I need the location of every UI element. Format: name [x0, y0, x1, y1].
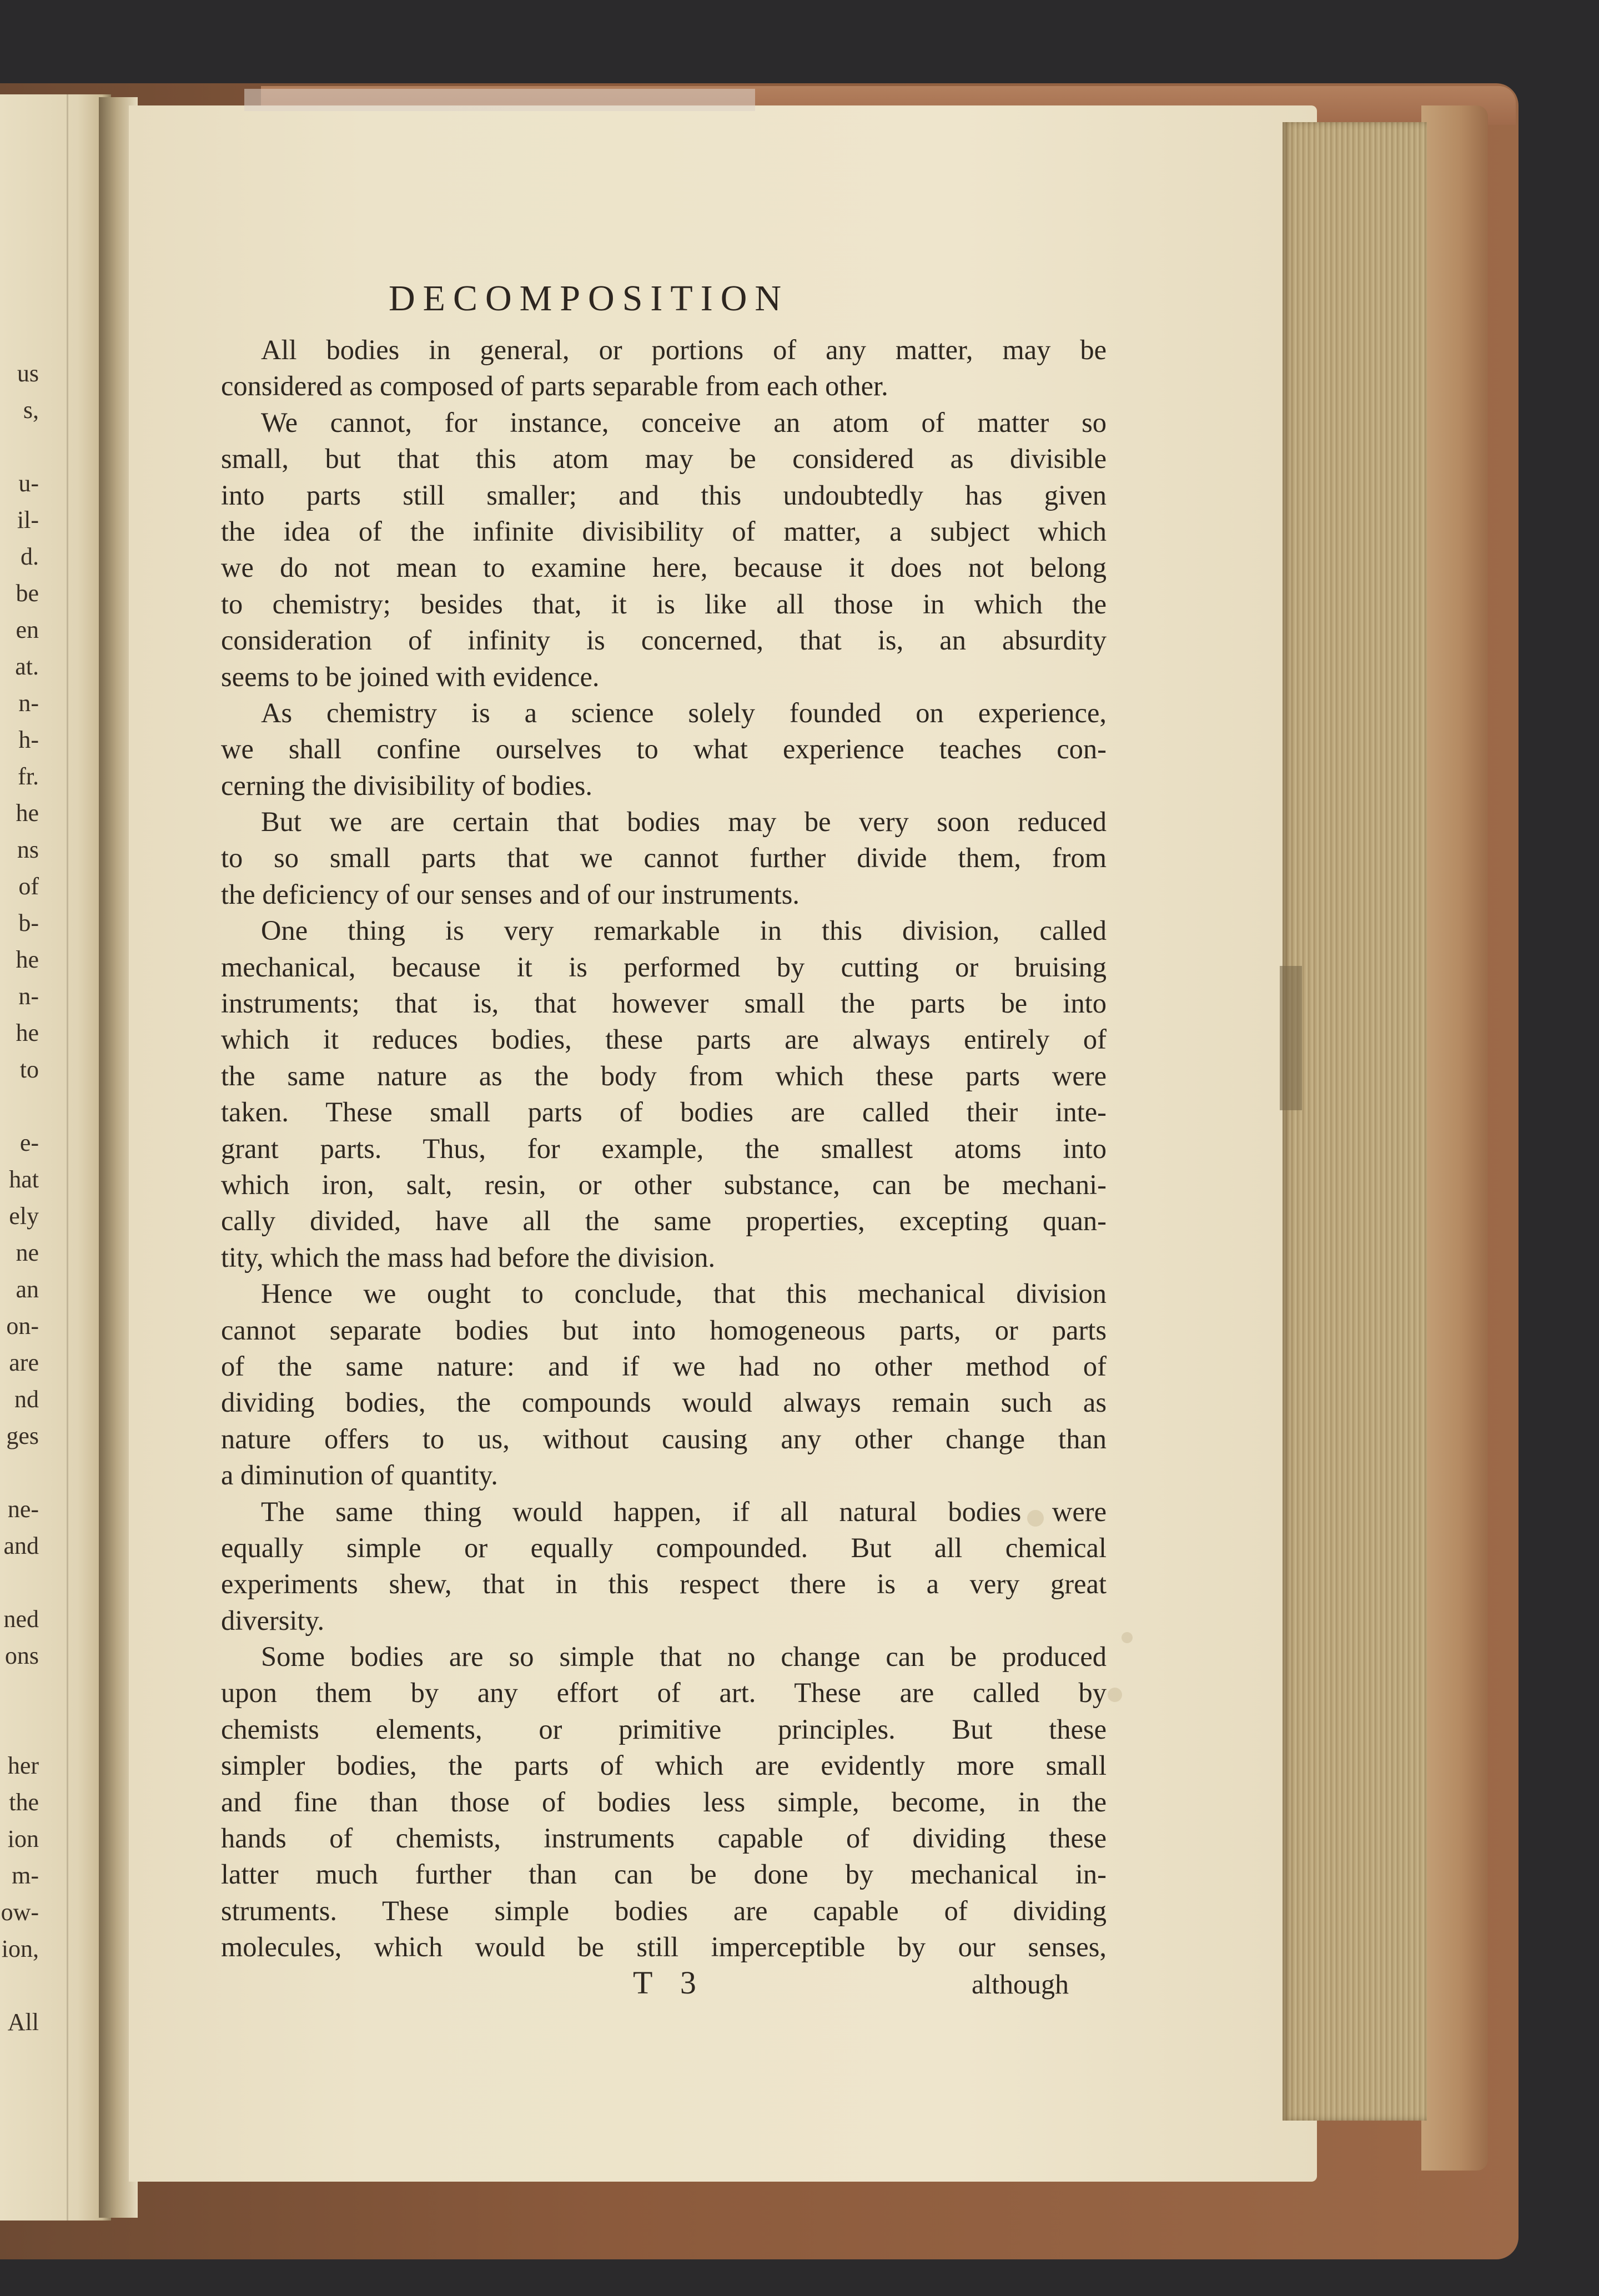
left-page-fragment: u-: [18, 470, 39, 497]
text-line: the same nature as the body from which these parts were: [221, 1060, 1107, 1091]
text-line: a diminution of quantity.: [221, 1459, 498, 1491]
left-page-fragment: b-: [18, 909, 39, 936]
left-page-fragment: ned: [3, 1605, 39, 1633]
left-page-fragment: her: [7, 1752, 39, 1779]
left-page-fragment: ns: [17, 836, 39, 863]
left-page-fragment: nd: [14, 1386, 39, 1413]
left-page-fragment: on-: [6, 1312, 39, 1340]
text-line: mechanical, because it is performed by cutting or bruising: [221, 951, 1107, 983]
left-page-fragment: ow-: [1, 1899, 39, 1926]
text-line: grant parts. Thus, for example, the smallest atoms into: [221, 1132, 1107, 1164]
text-line: hands of chemists, instruments capable of dividing these: [221, 1822, 1107, 1854]
text-line: we shall confine ourselves to what experience teaches con-: [221, 733, 1107, 765]
text-line: We cannot, for instance, conceive an atom of matter so: [261, 406, 1107, 438]
left-page-fragment: the: [9, 1789, 39, 1816]
text-line: upon them by any effort of art. These are called by: [221, 1677, 1107, 1709]
left-page-fragment: he: [16, 1019, 39, 1046]
left-page-fragment: All: [7, 2008, 39, 2036]
left-page-fragment: ons: [4, 1642, 39, 1669]
text-line: cannot separate bodies but into homogeneous parts, or parts: [221, 1314, 1107, 1346]
left-page-fragment: at.: [15, 653, 39, 680]
left-page-fragment: [0, 1967, 39, 2004]
left-page-fragment: d.: [21, 543, 39, 570]
left-page-fragment: to: [19, 1056, 39, 1083]
left-page-fragment: ion: [7, 1825, 39, 1852]
text-line: the deficiency of our senses and of our instruments.: [221, 878, 800, 910]
left-page-fragment: he: [16, 946, 39, 973]
left-page-fragment: n-: [18, 689, 39, 717]
left-page: [0, 94, 111, 2221]
text-line: cerning the divisibility of bodies.: [221, 769, 593, 801]
left-page-fragment: be: [16, 580, 39, 607]
left-page-fragment: [0, 1088, 39, 1125]
left-page-fragment: ne-: [7, 1496, 39, 1523]
left-page-fragment: m-: [12, 1862, 39, 1889]
page-body-text: [221, 332, 1107, 1966]
left-page-fragment: ges: [6, 1422, 39, 1449]
page-edges: [1283, 122, 1427, 2121]
left-page-fragment: [0, 429, 39, 465]
left-page-fragment: en: [16, 616, 39, 643]
text-line: considered as composed of parts separable from each other.: [221, 370, 888, 402]
foxing-spot: [1122, 1632, 1133, 1643]
text-line: consideration of infinity is concerned, that is, an absurdity: [221, 625, 1107, 656]
left-page-fragment: h-: [18, 726, 39, 753]
left-page-fragment: [0, 1711, 39, 1748]
left-page-fragment: ion,: [1, 1935, 39, 1962]
text-line: seems to be joined with evidence.: [221, 661, 600, 692]
text-line: experiments shew, that in this respect there is a very great: [221, 1568, 1107, 1600]
text-line: cally divided, have all the same properties, excepting quan-: [221, 1205, 1107, 1237]
left-page-fragment: ely: [9, 1202, 39, 1230]
left-page-fragment: an: [16, 1276, 39, 1303]
text-line: struments. These simple bodies are capable of dividing: [221, 1895, 1107, 1926]
left-page-fragment: of: [18, 873, 39, 900]
text-line: to chemistry; besides that, it is like all those in which the: [221, 588, 1107, 620]
left-page-fragment: [0, 1564, 39, 1601]
left-page-fragment: hat: [9, 1166, 39, 1193]
left-page-fragment: fr.: [18, 763, 39, 790]
left-page-fragment: s,: [23, 396, 39, 424]
text-line: Some bodies are so simple that no change can be produced: [261, 1641, 1107, 1673]
left-page-fragment: [0, 1674, 39, 1711]
left-page-fragment: ne: [16, 1239, 39, 1266]
signature-mark: T 3: [633, 1965, 706, 2001]
text-line: instruments; that is, that however small the parts be into: [221, 988, 1107, 1019]
text-line: of the same nature: and if we had no other method of: [221, 1350, 1107, 1382]
text-line: As chemistry is a science solely founded on experience,: [261, 697, 1107, 728]
cover-fore-edge: [1421, 105, 1488, 2171]
left-page-fragment: us: [17, 360, 39, 387]
text-line: taken. These small parts of bodies are called their inte-: [221, 1096, 1107, 1128]
text-line: the idea of the infinite divisibility of matter, a subject which: [221, 515, 1107, 547]
text-line: and fine than those of bodies less simple, become, in the: [221, 1786, 1107, 1817]
left-page-fragment: and: [3, 1532, 39, 1559]
catchword: although: [972, 1968, 1069, 2000]
text-line: tity, which the mass had before the division.: [221, 1241, 716, 1273]
page-edge-shadow: [1280, 966, 1302, 1110]
text-line: All bodies in general, or portions of any matter, may be: [261, 334, 1107, 365]
left-page-rule: [67, 94, 68, 2221]
text-line: Hence we ought to conclude, that this mechanical division: [261, 1278, 1107, 1310]
text-line: which it reduces bodies, these parts are always entirely of: [221, 1024, 1107, 1055]
text-line: simpler bodies, the parts of which are evidently more small: [221, 1750, 1107, 1781]
left-page-text-fragments: [0, 355, 42, 2041]
text-line: latter much further than can be done by mechanical in-: [221, 1859, 1107, 1890]
text-line: But we are certain that bodies may be very soon reduced: [261, 806, 1107, 838]
page-heading: DECOMPOSITION: [389, 278, 790, 319]
text-line: nature offers to us, without causing any other change than: [221, 1423, 1107, 1454]
text-line: equally simple or equally compounded. But all chemical: [221, 1532, 1107, 1563]
left-page-fragment: are: [9, 1349, 39, 1376]
foxing-spot: [1108, 1688, 1122, 1702]
text-line: diversity.: [221, 1604, 325, 1636]
repair-tape: [244, 89, 755, 111]
left-page-fragment: [0, 1454, 39, 1491]
text-line: dividing bodies, the compounds would always remain such as: [221, 1387, 1107, 1418]
text-line: One thing is very remarkable in this division, called: [261, 915, 1107, 946]
text-line: molecules, which would be still imperceptible by our senses,: [221, 1931, 1107, 1963]
text-line: which iron, salt, resin, or other substance, can be mechani-: [221, 1169, 1107, 1200]
left-page-fragment: il-: [17, 506, 39, 533]
left-page-fragment: he: [16, 799, 39, 827]
text-line: small, but that this atom may be considered as divisible: [221, 443, 1107, 475]
text-line: The same thing would happen, if all natural bodies were: [261, 1496, 1107, 1527]
text-line: into parts still smaller; and this undoubtedly has given: [221, 479, 1107, 511]
left-page-fragment: n-: [18, 983, 39, 1010]
left-page-fragment: e-: [19, 1129, 39, 1156]
text-line: we do not mean to examine here, because it does not belong: [221, 552, 1107, 583]
text-line: to so small parts that we cannot further divide them, from: [221, 842, 1107, 874]
text-line: chemists elements, or primitive principles. But these: [221, 1713, 1107, 1745]
